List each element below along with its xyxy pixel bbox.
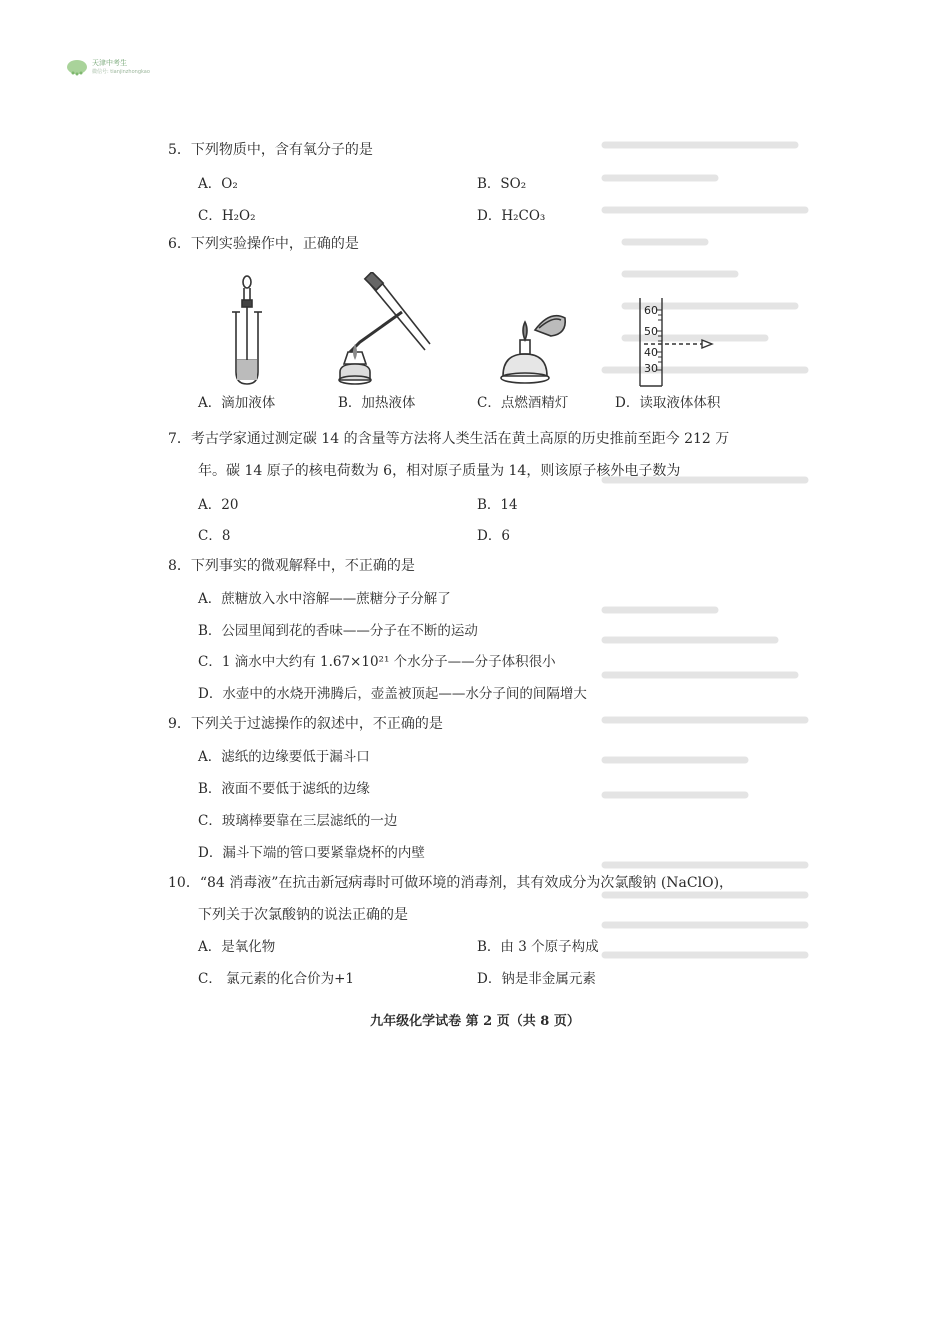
question-8-option-d: D．水壶中的水烧开沸腾后，壶盖被顶起——水分子间的间隔增大 (198, 686, 587, 702)
question-5-option-a: A．O₂ (198, 176, 238, 192)
cylinder-mark-60: 60 (644, 304, 658, 317)
dropper-test-tube-figure (222, 272, 282, 392)
question-6-option-d: D．读取液体体积 (615, 395, 721, 411)
page-footer: 九年级化学试卷 第 2 页（共 8 页） (370, 1014, 580, 1029)
question-6-option-a: A．滴加液体 (198, 395, 276, 411)
question-5-option-d: D．H₂CO₃ (477, 208, 546, 224)
question-7-stem-line2: 年。碳 14 原子的核电荷数为 6，相对原子质量为 14，则该原子核外电子数为 (198, 463, 681, 479)
question-10-option-a: A．是氧化物 (198, 939, 276, 955)
question-6-option-c: C．点燃酒精灯 (477, 395, 569, 411)
question-9-option-c: C．玻璃棒要靠在三层滤纸的一边 (198, 813, 398, 829)
question-9-option-d: D．漏斗下端的管口要紧靠烧杯的内壁 (198, 845, 425, 861)
question-8-option-c: C．1 滴水中大约有 1.67×10²¹ 个水分子——分子体积很小 (198, 654, 556, 670)
question-10-stem-line1: 10．“84 消毒液”在抗击新冠病毒时可做环境的消毒剂，其有效成分为次氯酸钠 (NaClO)， (168, 875, 734, 891)
question-8-option-a: A．蔗糖放入水中溶解——蔗糖分子分解了 (198, 591, 451, 607)
question-10-stem-line2: 下列关于次氯酸钠的说法正确的是 (198, 907, 408, 923)
cylinder-mark-30: 30 (644, 362, 658, 375)
question-10-option-d: D．钠是非金属元素 (477, 971, 596, 987)
question-5-option-b: B．SO₂ (477, 176, 527, 192)
heating-liquid-figure (330, 272, 440, 392)
question-9-option-b: B．液面不要低于滤纸的边缘 (198, 781, 370, 797)
question-7-stem-line1: 7．考古学家通过测定碳 14 的含量等方法将人类生活在黄土高原的历史推前至距今 212 万 (168, 431, 730, 447)
logo-name: 天津中考生 (92, 59, 127, 67)
question-10-option-b: B．由 3 个原子构成 (477, 939, 599, 955)
leaf-logo-icon (66, 59, 88, 77)
question-9-stem: 9．下列关于过滤操作的叙述中，不正确的是 (168, 716, 443, 732)
question-7-option-c: C．8 (198, 528, 231, 544)
question-7-option-b: B．14 (477, 497, 518, 513)
question-8-option-b: B．公园里闻到花的香味——分子在不断的运动 (198, 623, 478, 639)
question-10-option-c: C． 氯元素的化合价为+1 (198, 971, 355, 987)
question-7-option-d: D．6 (477, 528, 510, 544)
cylinder-mark-40: 40 (644, 346, 658, 359)
question-6-stem: 6．下列实验操作中，正确的是 (168, 236, 359, 252)
question-6-option-b: B．加热液体 (338, 395, 416, 411)
cylinder-mark-50: 50 (644, 325, 658, 338)
question-9-option-a: A．滤纸的边缘要低于漏斗口 (198, 749, 370, 765)
alcohol-lamp-lighting-figure (495, 300, 575, 390)
logo-url: 微信号: tianjinzhongkao (92, 69, 150, 75)
site-logo (66, 59, 150, 77)
question-8-stem: 8．下列事实的微观解释中，不正确的是 (168, 558, 415, 574)
question-5-stem: 5．下列物质中，含有氧分子的是 (168, 142, 373, 158)
graduated-cylinder-figure (630, 298, 720, 390)
question-7-option-a: A．20 (198, 497, 239, 513)
question-5-option-c: C．H₂O₂ (198, 208, 256, 224)
bleed-through-texture (595, 130, 815, 1000)
